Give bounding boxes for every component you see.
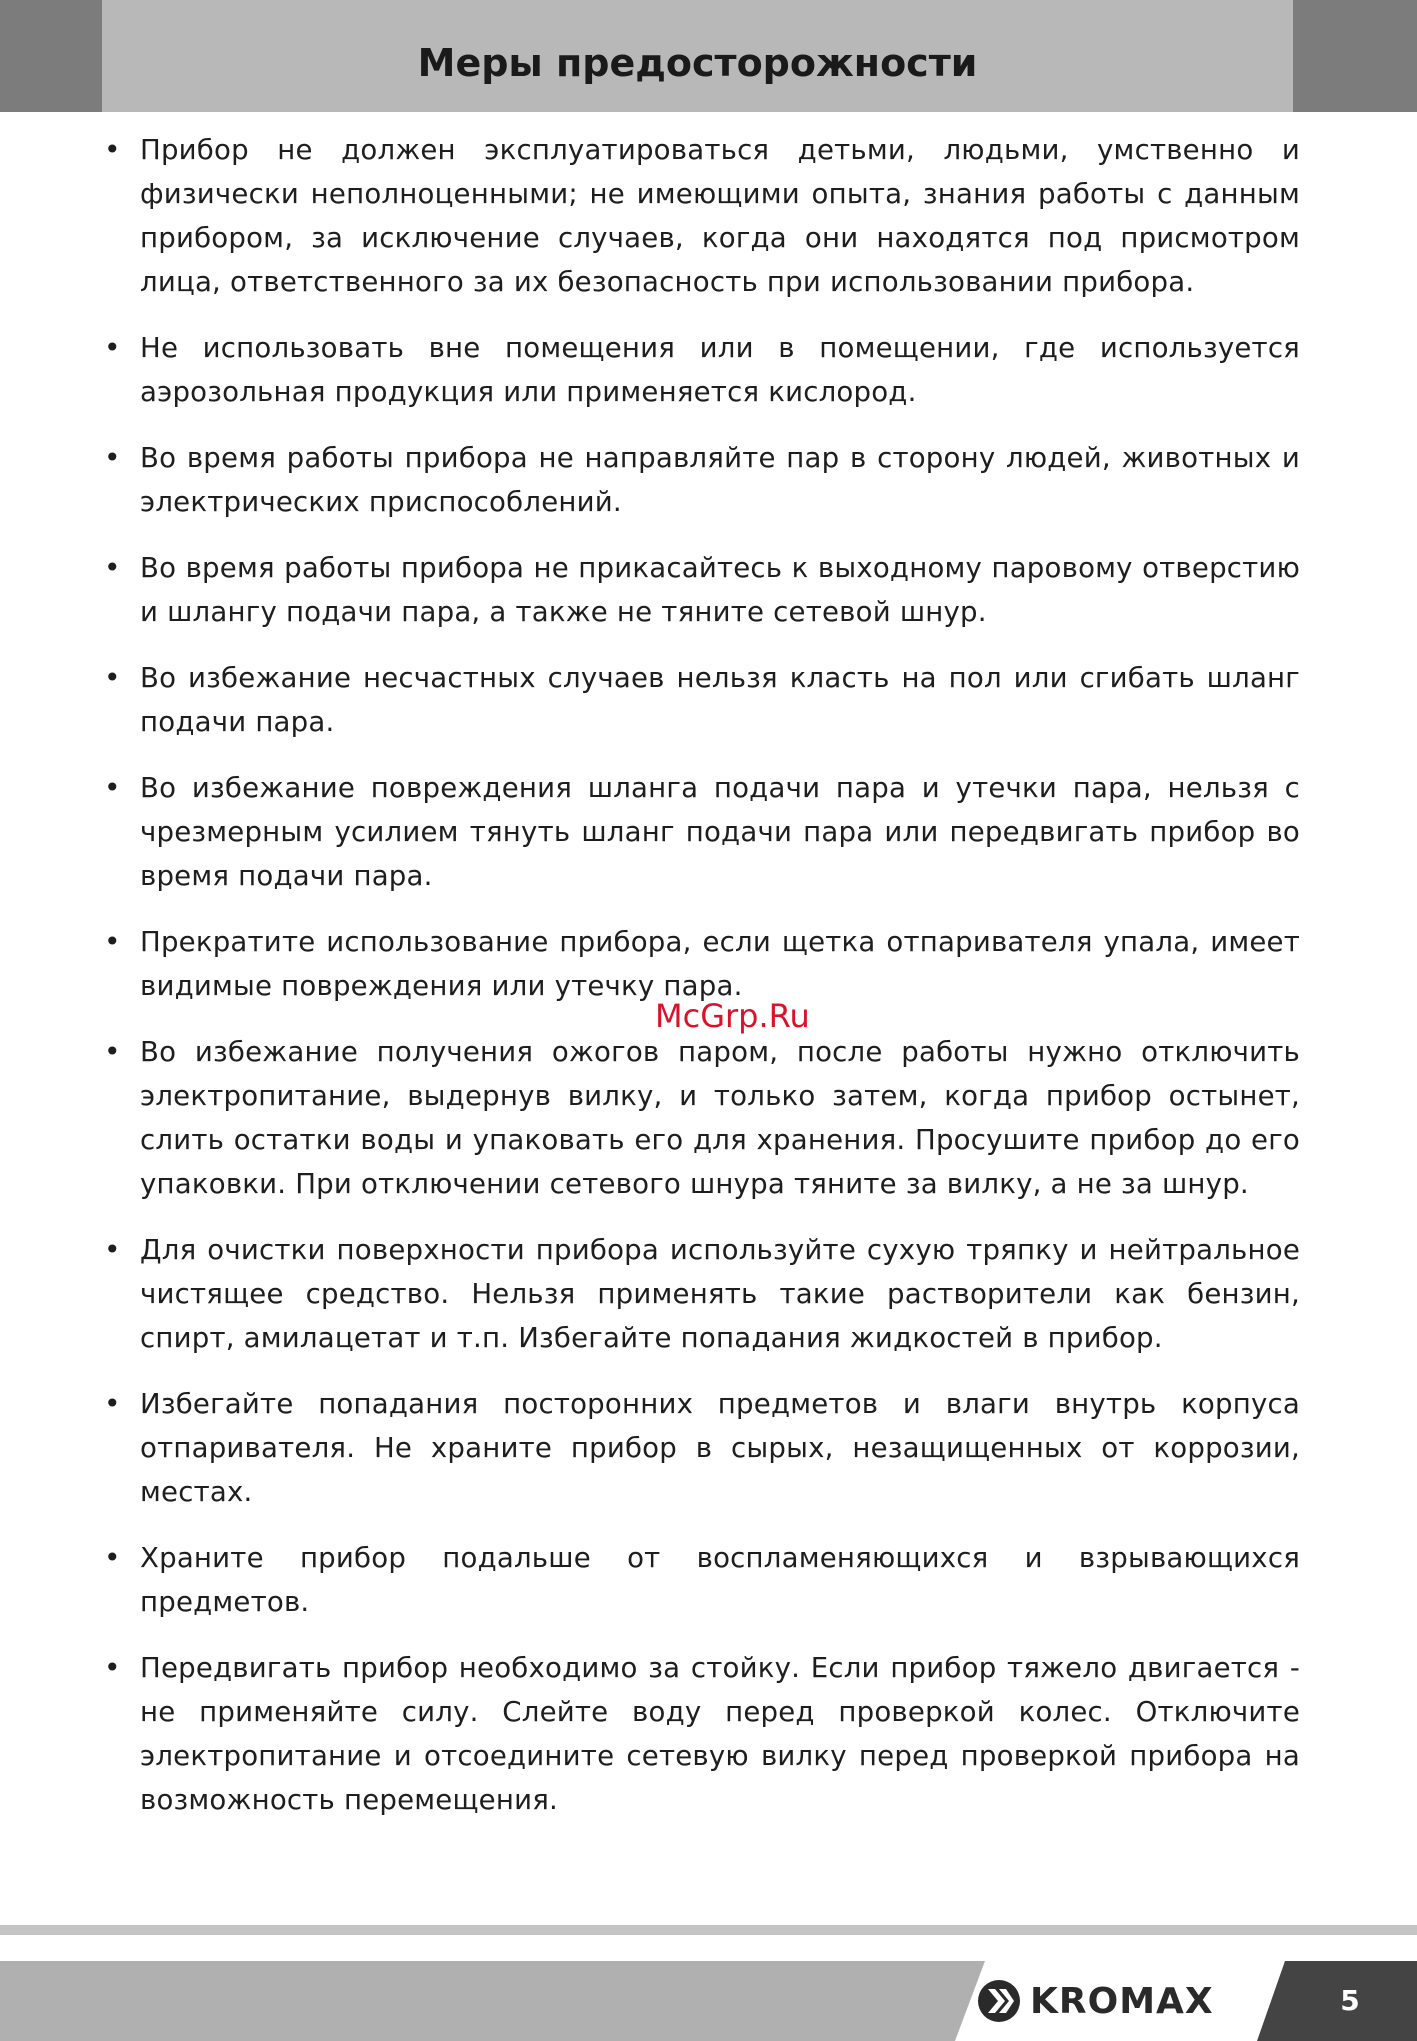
list-item-text: Избегайте попадания посторонних предметов и влаги внутрь корпуса отпаривателя. Не храните прибор в сырых, незащищенных от коррозии, местах. <box>140 1387 1300 1508</box>
list-item-text: Прекратите использование прибора, если щетка отпаривателя упала, имеет видимые повреждения или утечку пара. <box>140 925 1300 1002</box>
list-item <box>100 920 1300 1008</box>
precautions-list <box>100 128 1300 1822</box>
list-item <box>100 1536 1300 1624</box>
precautions-content <box>100 128 1300 1844</box>
list-item-text: Не использовать вне помещения или в помещении, где используется аэрозольная продукция или применяется кислород. <box>140 331 1300 408</box>
bullet-icon: • <box>104 1387 121 1420</box>
list-item-text: Во избежание повреждения шланга подачи пара и утечки пара, нельзя с чрезмерным усилием тянуть шланг подачи пара или передвигать прибор во время подачи пара. <box>140 771 1300 892</box>
list-item-text: Храните прибор подальше от воспламеняющихся и взрывающихся предметов. <box>140 1541 1300 1618</box>
list-item <box>100 546 1300 634</box>
bullet-icon: • <box>104 551 121 584</box>
list-item <box>100 326 1300 414</box>
list-item <box>100 1382 1300 1514</box>
bullet-icon: • <box>104 925 121 958</box>
header-right-block <box>1293 0 1417 112</box>
bullet-icon: • <box>104 1035 121 1068</box>
bullet-icon: • <box>104 441 121 474</box>
list-item <box>100 128 1300 304</box>
list-item-text: Во время работы прибора не направляйте пар в сторону людей, животных и электрических приспособлений. <box>140 441 1300 518</box>
page-number: 5 <box>1340 1984 1360 2017</box>
list-item <box>100 1646 1300 1822</box>
bullet-icon: • <box>104 1541 121 1574</box>
header-left-block <box>0 0 102 112</box>
watermark: McGrp.Ru <box>655 997 810 1035</box>
bullet-icon: • <box>104 133 121 166</box>
brand-name: KROMAX <box>1030 1980 1214 2022</box>
list-item-text: Передвигать прибор необходимо за стойку. Если прибор тяжело двигается - не применяйте силу. Слейте воду перед проверкой колес. Отключите электропитание и отсоедините сетевую вилку перед проверкой прибора на возможность перемещения. <box>140 1651 1300 1816</box>
list-item <box>100 1030 1300 1206</box>
bullet-icon: • <box>104 1233 121 1266</box>
kromax-logo-icon <box>976 1978 1022 2024</box>
list-item <box>100 656 1300 744</box>
list-item-text: Прибор не должен эксплуатироваться детьми, людьми, умственно и физически неполноценными; не имеющими опыта, знания работы с данным прибором, за исключение случаев, когда они находятся под присмотром лица, ответственного за их безопасность при использовании прибора. <box>140 133 1300 298</box>
list-item-text: Для очистки поверхности прибора используйте сухую тряпку и нейтральное чистящее средство. Нельзя применять такие растворители как бензин, спирт, амилацетат и т.п. Избегайте попадания жидкостей в прибор. <box>140 1233 1300 1354</box>
page-header <box>0 0 1417 112</box>
list-item <box>100 1228 1300 1360</box>
bullet-icon: • <box>104 771 121 804</box>
list-item-text: Во время работы прибора не прикасайтесь к выходному паровому отверстию и шлангу подачи пара, а также не тяните сетевой шнур. <box>140 551 1300 628</box>
bullet-icon: • <box>104 1651 121 1684</box>
footer-divider <box>0 1925 1417 1935</box>
page-title: Меры предосторожности <box>417 41 978 85</box>
list-item <box>100 766 1300 898</box>
bullet-icon: • <box>104 661 121 694</box>
bullet-icon: • <box>104 331 121 364</box>
list-item-text: Во избежание получения ожогов паром, после работы нужно отключить электропитание, выдернув вилку, и только затем, когда прибор остынет, слить остатки воды и упаковать его для хранения. Просушите прибор до его упаковки. При отключении сетевого шнура тяните за вилку, а не за шнур. <box>140 1035 1300 1200</box>
list-item-text: Во избежание несчастных случаев нельзя класть на пол или сгибать шланг подачи пара. <box>140 661 1300 738</box>
list-item <box>100 436 1300 524</box>
brand-logo <box>976 1975 1214 2027</box>
